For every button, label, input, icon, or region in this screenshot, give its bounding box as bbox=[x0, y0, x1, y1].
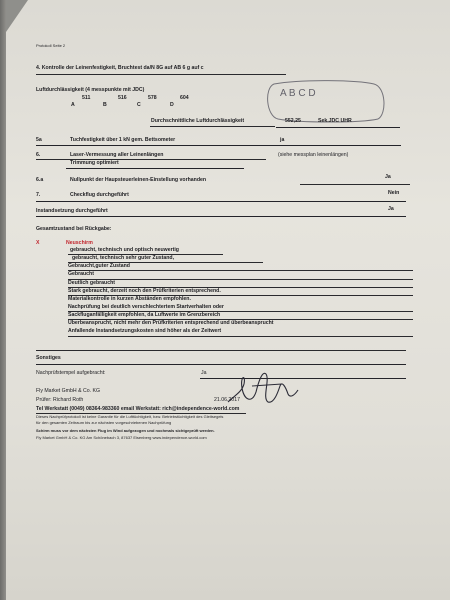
overall-option: Gebraucht bbox=[68, 271, 94, 277]
option-rule bbox=[68, 270, 413, 271]
porosity-average-unit: Sek.JDC UHR bbox=[318, 118, 352, 124]
row-6-subline bbox=[66, 168, 244, 169]
handwritten-signature bbox=[222, 366, 302, 410]
section-4-title: 4. Kontrolle der Leinenfestigkeit, Bruchtest da/N 8G auf AB 6 g auf c bbox=[36, 65, 204, 71]
disclaimer-line-2: für den gesamten Zeitraum bis zur nächsten vorgeschriebenen Nachprüfung bbox=[36, 420, 172, 425]
row-6-label: Laser-Vermessung aller Leinenlängen bbox=[70, 152, 164, 158]
option-rule bbox=[68, 254, 223, 255]
overall-option: Materialkontrolle in kurzen Abständen empfohlen. bbox=[68, 296, 191, 302]
option-rule bbox=[68, 287, 413, 288]
porosity-letter-a: A bbox=[71, 102, 75, 108]
overall-option: Stark gebraucht, derzeit noch den Prüfkriterien entsprechend. bbox=[68, 288, 221, 294]
company-name: Fly Market GmbH & Co. KG bbox=[36, 388, 100, 394]
row-6a-line bbox=[300, 184, 410, 185]
overall-option: Anfallende Instandsetzungskosten sind höher als der Zeitwert bbox=[68, 328, 222, 334]
overall-option: Sackfluganfälligkeit empfohlen, da Luftwerte im Grenzbereich bbox=[68, 312, 221, 318]
option-rule bbox=[68, 295, 413, 296]
porosity-value-d: 604 bbox=[180, 95, 189, 101]
row-7-line bbox=[36, 201, 406, 202]
row-5a-label: Tuchfestigkeit über 1 kN gem. Bettsometer bbox=[70, 137, 176, 143]
row-7-label: Checkflug durchgeführt bbox=[70, 192, 129, 198]
protocol-page-label: Protokoll Seite 2 bbox=[36, 43, 66, 48]
section-4-underline bbox=[36, 74, 286, 75]
porosity-title: Luftdurchlässigkeit (4 messpunkte mit JDC) bbox=[36, 87, 145, 93]
disclaimer-line-1: Dieses Nachprüfprotokoll ist keine Garantie für die Lufttüchtigkeit, bzw. Betriebstüchtigkeit des Gleitsegels bbox=[36, 414, 224, 419]
repair-value: Ja bbox=[388, 206, 394, 212]
row-6a-number: 6.a bbox=[36, 177, 44, 183]
overall-mark: X bbox=[36, 240, 40, 246]
overall-option-new: Neuschirm bbox=[66, 240, 93, 246]
porosity-average-label: Durchschnittliche Luftdurchlässigkeit bbox=[151, 118, 245, 124]
row-6-value: (siehe messplan leinenlängen) bbox=[278, 152, 349, 158]
misc-label: Sonstiges bbox=[36, 355, 61, 361]
misc-line bbox=[36, 364, 406, 365]
porosity-value-b: 516 bbox=[118, 95, 127, 101]
folded-corner bbox=[6, 0, 28, 32]
option-rule bbox=[68, 262, 263, 263]
row-6-line bbox=[36, 159, 266, 160]
workshop-contact: Tel Werkstatt (0049) 08364-983360 email Werkstatt: rich@independence-world.com bbox=[36, 406, 240, 412]
porosity-value-a: 511 bbox=[82, 95, 91, 101]
handwritten-abcd: A B C D bbox=[280, 88, 316, 99]
overall-option: Deutlich gebraucht bbox=[68, 280, 115, 286]
porosity-average-underline bbox=[150, 126, 275, 127]
option-rule bbox=[68, 319, 413, 320]
option-rule bbox=[68, 279, 413, 280]
row-6a-label: Nullpunkt der Haupsteuerleinen-Einstellung vorhanden bbox=[70, 177, 207, 183]
row-5a-number: 5a bbox=[36, 137, 42, 143]
row-7-value: Nein bbox=[388, 190, 400, 196]
signature-date: 21.06.2017 bbox=[214, 397, 240, 403]
porosity-letter-b: B bbox=[103, 102, 107, 108]
stamp-question: Nachprüfstempel aufgebracht: bbox=[36, 370, 106, 376]
row-6-sublabel: Trimmung optimiert bbox=[70, 160, 119, 166]
row-7-number: 7. bbox=[36, 192, 41, 198]
porosity-average-marker-line bbox=[276, 127, 400, 128]
row-6a-value: Ja bbox=[385, 174, 391, 180]
overall-option: Nachprüfung bei deutlich verschlechtertem Startverhalten oder bbox=[68, 304, 224, 310]
porosity-value-c: 578 bbox=[148, 95, 157, 101]
repair-label: Instandsetzung durchgeführt bbox=[36, 208, 108, 214]
option-rule bbox=[68, 311, 413, 312]
overall-title: Gesamtzustand bei Rückgabe: bbox=[36, 226, 112, 232]
company-address: Fly Market GmbH & Co. KG Am Schönebach 3, 87637 Eisenberg www.independence-world.com bbox=[36, 435, 207, 440]
repair-line bbox=[36, 216, 406, 217]
porosity-letter-c: C bbox=[137, 102, 141, 108]
option-rule bbox=[68, 336, 413, 337]
porosity-average-value: 552,25 bbox=[285, 118, 301, 124]
overall-option: gebraucht, technisch sehr guter Zustand, bbox=[72, 255, 175, 261]
porosity-letter-d: D bbox=[170, 102, 174, 108]
examiner-name: Prüfer: Richard Roth bbox=[36, 397, 84, 403]
overall-option: Gebraucht,guter Zustand bbox=[68, 263, 130, 269]
row-6-number: 6. bbox=[36, 152, 41, 158]
row-5a-value: ja bbox=[280, 137, 285, 143]
overall-option: gebraucht, technisch und optisch neuwertig bbox=[70, 247, 179, 253]
row-5a-line bbox=[36, 145, 401, 146]
overall-option: Überbeansprucht, nicht mehr den Prüfkriterien entsprechend und überbeansprucht bbox=[68, 320, 274, 326]
misc-top-line bbox=[36, 350, 406, 351]
wind-check-note: Schirm muss vor dem nächsten Flug im Wind aufgezogen und nochmals sichtgeprüft werden. bbox=[36, 428, 215, 433]
stamp-answer: Ja bbox=[201, 370, 207, 376]
